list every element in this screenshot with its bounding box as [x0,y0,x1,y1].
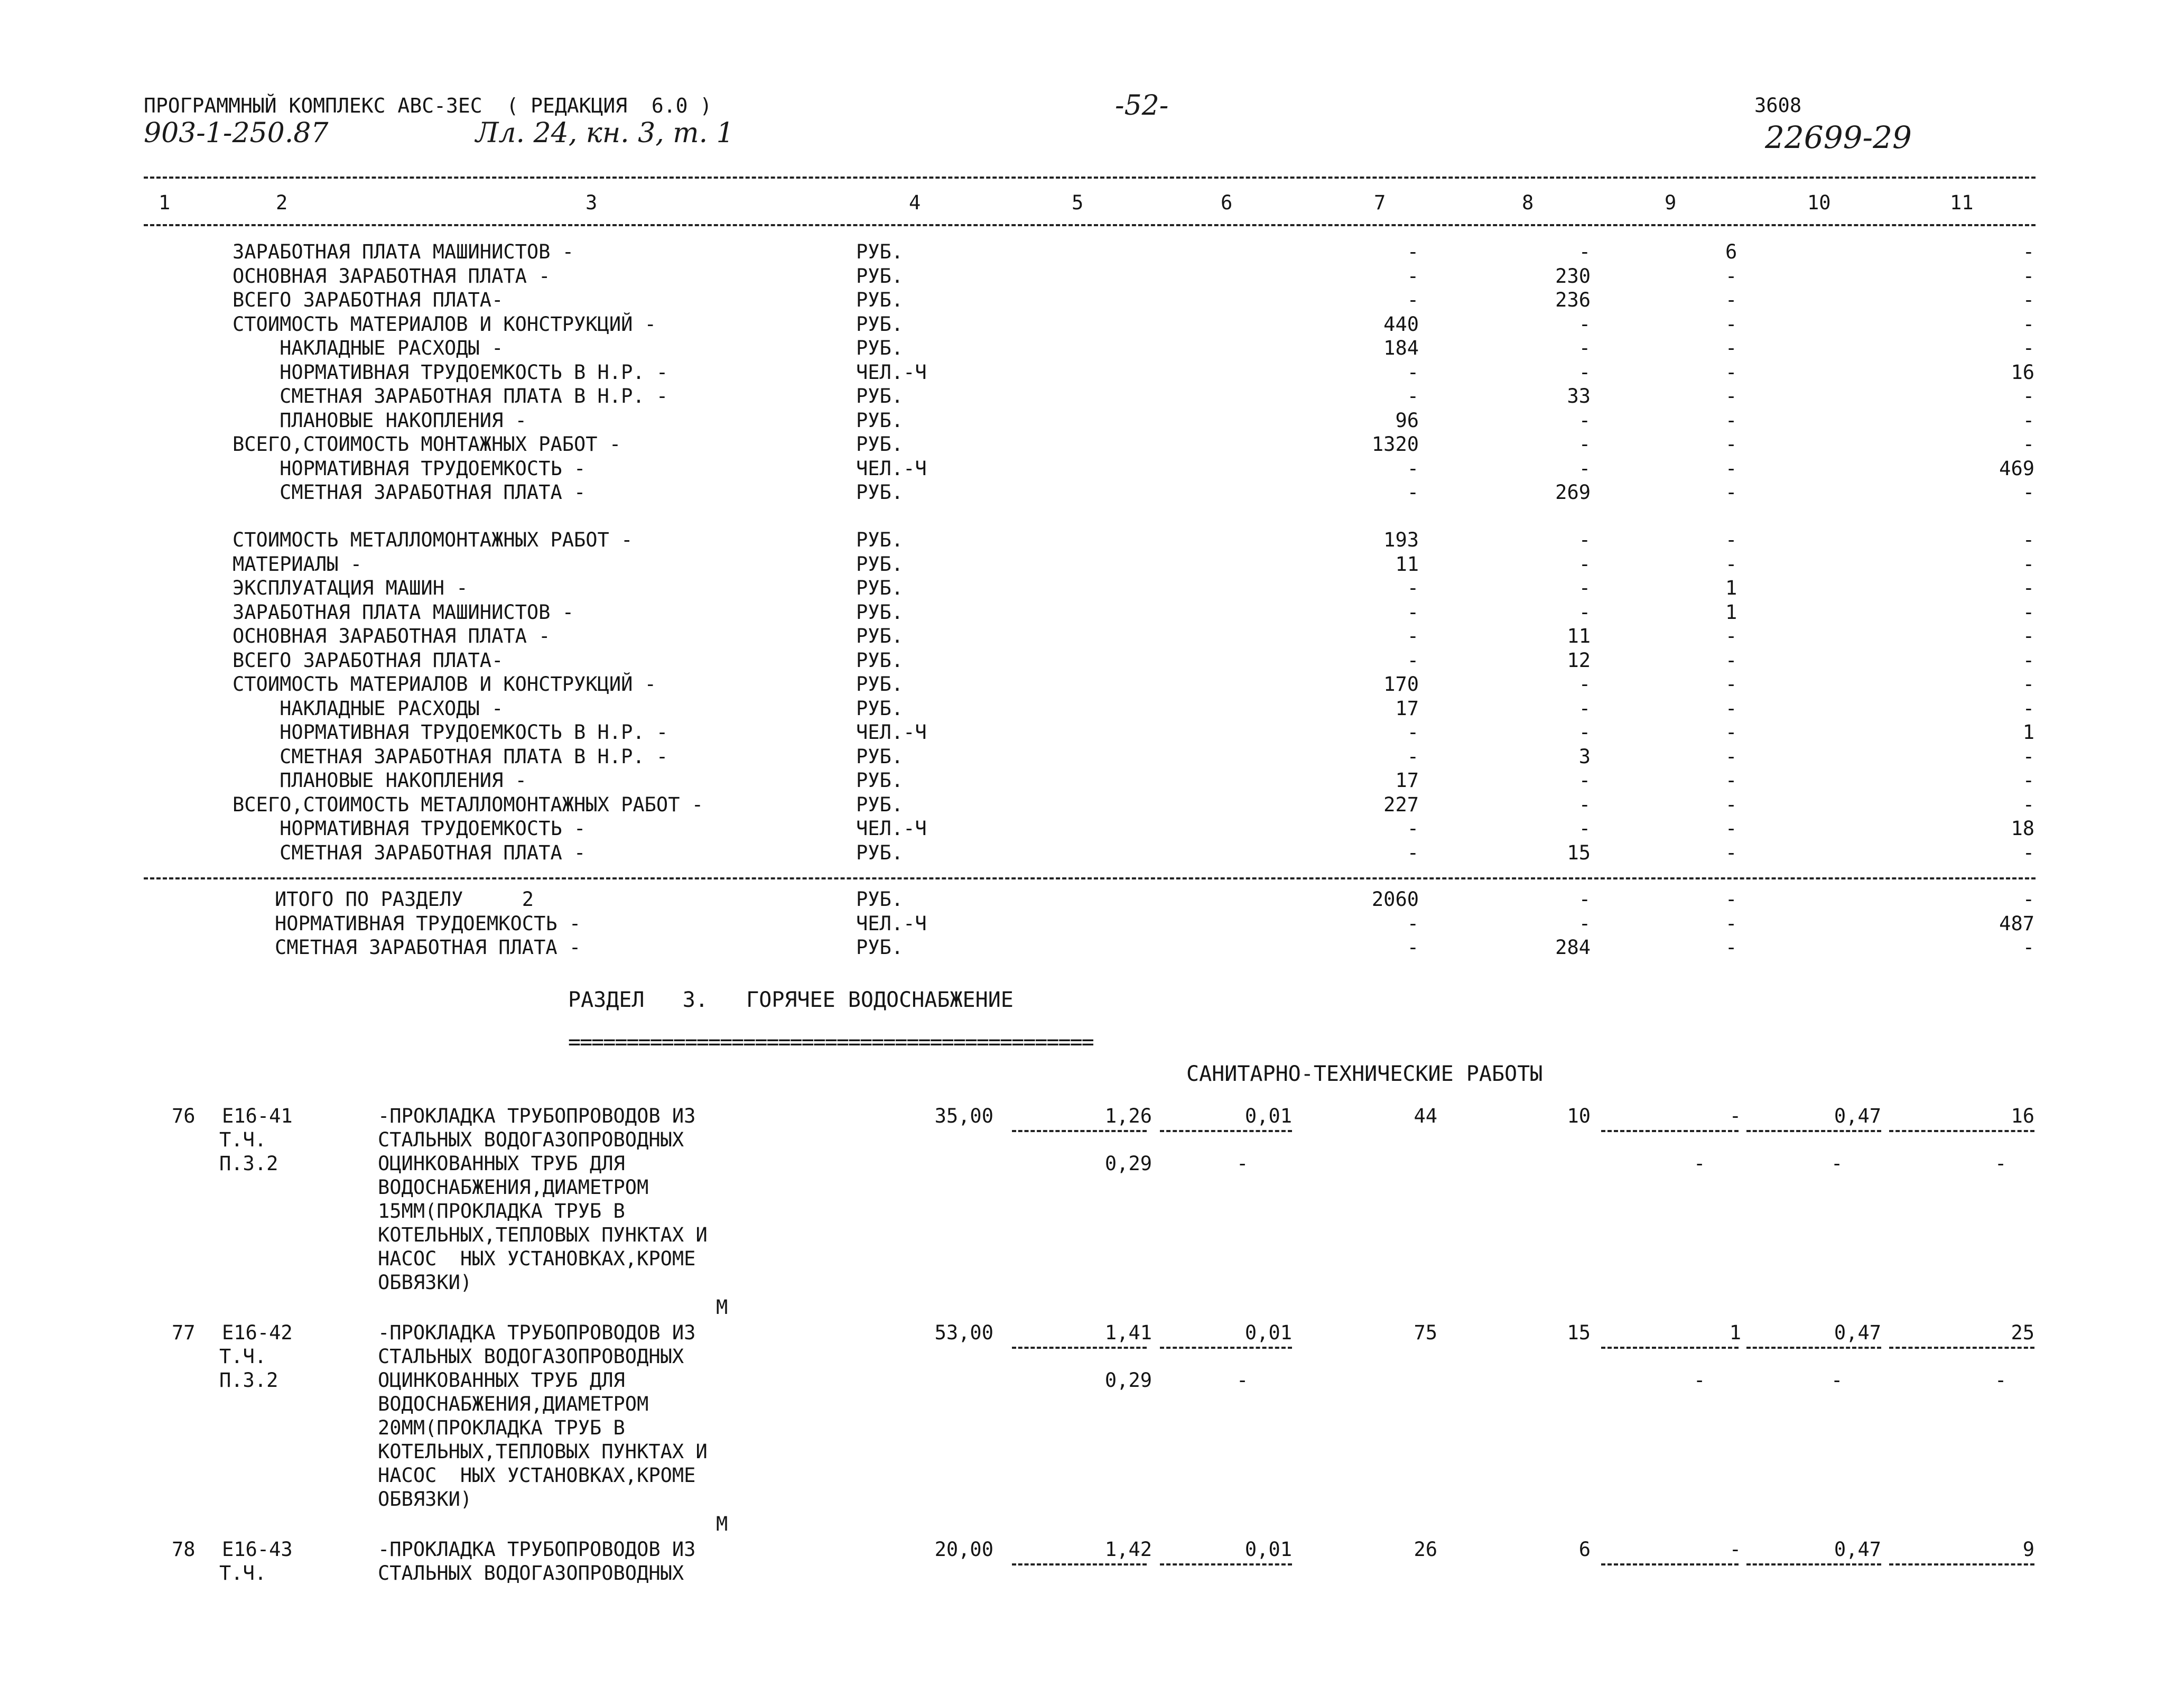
row-unit: ЧЕЛ.-Ч [856,817,927,840]
row-col9: - [1725,769,1737,792]
col6-separator [1160,1347,1292,1349]
row-col11: - [2022,264,2034,288]
col-header-3: 3 [586,191,598,214]
item-description: 20ММ(ПРОКЛАДКА ТРУБ В [378,1416,625,1439]
row-unit: РУБ. [856,289,904,311]
document-code: 3608 [1754,94,1802,117]
col-header-6: 6 [1221,191,1233,214]
row-col7: - [1407,481,1419,504]
col6-separator [1160,1130,1292,1132]
row-unit: РУБ. [856,673,904,696]
item-col10-sub: - [1831,1369,1843,1392]
item-col5: 1,26 [1104,1105,1152,1127]
work-type-heading: САНИТАРНО-ТЕХНИЧЕСКИЕ РАБОТЫ [1186,1062,1543,1086]
row-col7: 184 [1383,337,1419,359]
row-col9: - [1725,409,1737,432]
row-col8: - [1578,577,1591,599]
col-header-5: 5 [1072,191,1084,214]
col-header-2: 2 [276,191,288,214]
item-number: 78 [172,1538,196,1561]
row-label: МАТЕРИАЛЫ - [233,552,363,576]
row-col9: - [1725,312,1737,336]
row-col9: - [1725,697,1737,720]
item-col10-sub: - [1831,1152,1843,1175]
row-col11: 16 [2011,360,2034,384]
col10-separator [1746,1563,1881,1565]
row-col8: - [1578,457,1591,480]
item-col6-sub: - [1237,1369,1249,1392]
row-col11: - [2022,745,2034,768]
row-unit: РУБ. [856,577,904,599]
row-col7: - [1407,817,1419,840]
row-col8: 230 [1555,264,1591,288]
row-unit: РУБ. [856,337,904,359]
row-col11: - [2022,769,2034,792]
item-description: 15ММ(ПРОКЛАДКА ТРУБ В [378,1200,625,1222]
col-header-11: 11 [1950,191,1974,214]
row-col8: - [1578,769,1591,792]
row-unit: ЧЕЛ.-Ч [856,360,927,384]
col5-separator [1012,1130,1147,1132]
item-col9-sub: - [1694,1369,1706,1392]
row-col7: - [1407,240,1419,263]
row-col7: 17 [1395,697,1419,720]
row-col11: - [2022,481,2034,504]
row-col8: 284 [1555,936,1591,959]
row-col7: - [1407,457,1419,480]
row-unit: РУБ. [856,409,904,432]
row-col11: - [2022,337,2034,359]
row-label: НОРМАТИВНАЯ ТРУДОЕМКОСТЬ В Н.Р. - [233,360,668,384]
row-col8: - [1578,888,1591,911]
row-col7: - [1407,264,1419,288]
row-col7: - [1407,721,1419,744]
item-unit: М [716,1513,728,1535]
row-col8: - [1578,600,1591,624]
item-description: ОБВЯЗКИ) [378,1271,472,1294]
section-title: РАЗДЕЛ 3. ГОРЯЧЕЕ ВОДОСНАБЖЕНИЕ [568,988,1014,1012]
item-col10: 0,47 [1834,1538,1881,1561]
row-unit: РУБ. [856,385,904,407]
row-unit: РУБ. [856,697,904,720]
row-col7: - [1407,912,1419,935]
row-unit: ЧЕЛ.-Ч [856,912,927,935]
row-unit: РУБ. [856,888,904,911]
row-unit: РУБ. [856,600,904,624]
row-col7: 1320 [1371,433,1419,456]
item-col5-sub: 0,29 [1104,1152,1152,1175]
row-label: СМЕТНАЯ ЗАРАБОТНАЯ ПЛАТА В Н.Р. - [233,745,668,768]
item-code: П.3.2 [219,1152,278,1175]
item-col7: 44 [1414,1105,1437,1127]
item-code: Т.Ч. [219,1345,267,1368]
item-col4: 20,00 [934,1538,993,1561]
item-description: НАСОС НЫХ УСТАНОВКАХ,КРОМЕ [378,1464,696,1487]
row-col9: - [1725,433,1737,456]
item-col11: 16 [2011,1105,2034,1127]
row-label: ОСНОВНАЯ ЗАРАБОТНАЯ ПЛАТА - [233,264,551,288]
row-col11: - [2022,649,2034,672]
row-col7: - [1407,600,1419,624]
row-col11: - [2022,552,2034,576]
row-col7: - [1407,577,1419,599]
item-description: ОЦИНКОВАННЫХ ТРУБ ДЛЯ [378,1152,625,1175]
row-label: НАКЛАДНЫЕ РАСХОДЫ - [233,697,504,720]
item-description: НАСОС НЫХ УСТАНОВКАХ,КРОМЕ [378,1247,696,1270]
row-col7: - [1407,385,1419,407]
item-col5: 1,42 [1104,1538,1152,1561]
row-col9: - [1725,673,1737,696]
item-col9: - [1729,1538,1741,1561]
row-col7: - [1407,289,1419,311]
col-header-1: 1 [159,191,171,214]
row-col7: - [1407,360,1419,384]
row-label: ВСЕГО,СТОИМОСТЬ МОНТАЖНЫХ РАБОТ - [233,433,621,456]
row-unit: РУБ. [856,841,904,864]
row-col7: 227 [1383,793,1419,816]
row-col9: - [1725,360,1737,384]
row-col11: - [2022,936,2034,959]
row-col9: - [1725,385,1737,407]
row-col9: - [1725,552,1737,576]
row-col8: - [1578,721,1591,744]
item-code: Е16-41 [222,1105,293,1127]
col11-separator [1889,1347,2034,1349]
totals-rule [144,877,2036,879]
item-col8: 15 [1567,1321,1591,1344]
row-unit: ЧЕЛ.-Ч [856,721,927,744]
row-col7: - [1407,625,1419,647]
item-col7: 75 [1414,1321,1437,1344]
item-description: СТАЛЬНЫХ ВОДОГАЗОПРОВОДНЫХ [378,1128,684,1151]
col-header-8: 8 [1522,191,1534,214]
item-col10: 0,47 [1834,1321,1881,1344]
col6-separator [1160,1563,1292,1565]
row-label: ВСЕГО,СТОИМОСТЬ МЕТАЛЛОМОНТАЖНЫХ РАБОТ - [233,793,704,816]
row-col8: 269 [1555,481,1591,504]
item-col9: 1 [1729,1321,1741,1344]
item-col11-sub: - [1995,1152,2007,1175]
item-col4: 35,00 [934,1105,993,1127]
item-code: П.3.2 [219,1369,278,1392]
document-number-handwritten: 22699-29 [1765,119,1912,155]
item-col4: 53,00 [934,1321,993,1344]
row-col7: 11 [1395,552,1419,576]
row-col8: - [1578,337,1591,359]
col9-separator [1601,1347,1739,1349]
item-col9-sub: - [1694,1152,1706,1175]
item-code: Е16-42 [222,1321,293,1344]
row-col7: - [1407,936,1419,959]
row-label: НОРМАТИВНАЯ ТРУДОЕМКОСТЬ В Н.Р. - [233,721,668,744]
row-unit: РУБ. [856,481,904,504]
col10-separator [1746,1130,1881,1132]
item-code: Т.Ч. [219,1562,267,1585]
item-description: -ПРОКЛАДКА ТРУБОПРОВОДОВ ИЗ [378,1321,696,1344]
item-col11: 9 [2022,1538,2034,1561]
row-col11: - [2022,888,2034,911]
row-col8: 15 [1567,841,1591,864]
row-label: ЭКСПЛУАТАЦИЯ МАШИН - [233,577,468,599]
item-description: КОТЕЛЬНЫХ,ТЕПЛОВЫХ ПУНКТАХ И [378,1224,708,1246]
row-col9: - [1725,888,1737,911]
row-col11: - [2022,312,2034,336]
item-col5-sub: 0,29 [1104,1369,1152,1392]
row-col7: - [1407,649,1419,672]
row-col9: - [1725,625,1737,647]
item-col10: 0,47 [1834,1105,1881,1127]
row-col7: 17 [1395,769,1419,792]
row-col11: - [2022,577,2034,599]
row-col8: - [1578,360,1591,384]
col-header-9: 9 [1665,191,1677,214]
item-description: КОТЕЛЬНЫХ,ТЕПЛОВЫХ ПУНКТАХ И [378,1440,708,1463]
row-col9: - [1725,289,1737,311]
item-code: Е16-43 [222,1538,293,1561]
row-col8: - [1578,673,1591,696]
row-col9: - [1725,337,1737,359]
row-col7: 96 [1395,409,1419,432]
row-label: ЗАРАБОТНАЯ ПЛАТА МАШИНИСТОВ - [233,240,574,263]
item-col6: 0,01 [1244,1538,1292,1561]
row-unit: РУБ. [856,745,904,768]
row-col8: - [1578,793,1591,816]
row-col8: - [1578,912,1591,935]
row-label: СТОИМОСТЬ МЕТАЛЛОМОНТАЖНЫХ РАБОТ - [233,529,633,551]
item-description: -ПРОКЛАДКА ТРУБОПРОВОДОВ ИЗ [378,1538,696,1561]
item-col5: 1,41 [1104,1321,1152,1344]
row-label: ИТОГО ПО РАЗДЕЛУ 2 [275,888,534,911]
row-col9: 1 [1725,577,1737,599]
row-col8: 3 [1578,745,1591,768]
item-description: СТАЛЬНЫХ ВОДОГАЗОПРОВОДНЫХ [378,1345,684,1368]
row-unit: РУБ. [856,936,904,959]
item-description: ВОДОСНАБЖЕНИЯ,ДИАМЕТРОМ [378,1393,649,1415]
row-col9: - [1725,936,1737,959]
sheet-reference-handwritten: Лл. 24, кн. 3, т. 1 [476,117,734,149]
col5-separator [1012,1563,1147,1565]
row-col11: - [2022,240,2034,263]
page-number: -52- [1115,90,1169,122]
row-col9: - [1725,912,1737,935]
row-col11: - [2022,385,2034,407]
row-unit: РУБ. [856,312,904,336]
row-col9: - [1725,745,1737,768]
row-col8: - [1578,312,1591,336]
row-label: ВСЕГО ЗАРАБОТНАЯ ПЛАТА- [233,649,504,672]
row-label: ВСЕГО ЗАРАБОТНАЯ ПЛАТА- [233,289,504,311]
row-col9: - [1725,529,1737,551]
row-col11: - [2022,289,2034,311]
item-number: 76 [172,1105,196,1127]
item-unit: М [716,1296,728,1319]
item-col6: 0,01 [1244,1105,1292,1127]
item-description: ОБВЯЗКИ) [378,1488,472,1511]
row-unit: РУБ. [856,264,904,288]
section-underline: ============================================= [568,1030,1093,1054]
row-col7: 440 [1383,312,1419,336]
row-label: ПЛАНОВЫЕ НАКОПЛЕНИЯ - [233,769,527,792]
col9-separator [1601,1563,1739,1565]
row-col8: 33 [1567,385,1591,407]
row-col11: - [2022,433,2034,456]
row-col7: 2060 [1371,888,1419,911]
row-col11: - [2022,600,2034,624]
header-top-rule [144,177,2036,179]
row-col9: 6 [1725,240,1737,263]
row-col11: 18 [2011,817,2034,840]
item-col11: 25 [2011,1321,2034,1344]
row-col8: - [1578,697,1591,720]
row-col8: - [1578,552,1591,576]
row-label: ЗАРАБОТНАЯ ПЛАТА МАШИНИСТОВ - [233,600,574,624]
item-col8: 10 [1567,1105,1591,1127]
item-col8: 6 [1578,1538,1591,1561]
row-col8: - [1578,433,1591,456]
row-unit: РУБ. [856,433,904,456]
item-col9: - [1729,1105,1741,1127]
row-label: СМЕТНАЯ ЗАРАБОТНАЯ ПЛАТА В Н.Р. - [233,385,668,407]
col-header-4: 4 [909,191,921,214]
row-col8: - [1578,817,1591,840]
row-col8: - [1578,409,1591,432]
row-label: НОРМАТИВНАЯ ТРУДОЕМКОСТЬ - [275,912,581,935]
row-col8: 11 [1567,625,1591,647]
row-col8: - [1578,240,1591,263]
row-unit: РУБ. [856,529,904,551]
row-col8: 236 [1555,289,1591,311]
row-unit: РУБ. [856,625,904,647]
col-header-10: 10 [1807,191,1831,214]
row-unit: РУБ. [856,552,904,576]
col10-separator [1746,1347,1881,1349]
col5-separator [1012,1347,1147,1349]
row-col9: - [1725,264,1737,288]
row-label: НОРМАТИВНАЯ ТРУДОЕМКОСТЬ - [233,817,586,840]
row-unit: РУБ. [856,769,904,792]
row-label: СТОИМОСТЬ МАТЕРИАЛОВ И КОНСТРУКЦИЙ - [233,673,656,696]
row-unit: РУБ. [856,793,904,816]
item-description: СТАЛЬНЫХ ВОДОГАЗОПРОВОДНЫХ [378,1562,684,1585]
header-bottom-rule [144,224,2036,226]
col11-separator [1889,1130,2034,1132]
row-label: СМЕТНАЯ ЗАРАБОТНАЯ ПЛАТА - [275,936,581,959]
row-label: СМЕТНАЯ ЗАРАБОТНАЯ ПЛАТА - [233,841,586,864]
item-code: Т.Ч. [219,1128,267,1151]
row-col8: - [1578,529,1591,551]
row-col7: 170 [1383,673,1419,696]
row-col11: - [2022,625,2034,647]
row-col11: - [2022,793,2034,816]
program-title: ПРОГРАММНЫЙ КОМПЛЕКС АВС-ЗЕС ( РЕДАКЦИЯ 6.0 ) [144,94,712,117]
row-col9: - [1725,817,1737,840]
row-col11: 1 [2022,721,2034,744]
col11-separator [1889,1563,2034,1565]
row-unit: ЧЕЛ.-Ч [856,457,927,480]
row-label: НАКЛАДНЫЕ РАСХОДЫ - [233,337,504,359]
project-number-handwritten: 903-1-250.87 [144,117,329,149]
row-col9: 1 [1725,600,1737,624]
row-col7: - [1407,745,1419,768]
col9-separator [1601,1130,1739,1132]
row-col11: - [2022,841,2034,864]
row-col9: - [1725,721,1737,744]
item-description: ОЦИНКОВАННЫХ ТРУБ ДЛЯ [378,1369,625,1392]
row-col11: - [2022,697,2034,720]
row-col11: - [2022,673,2034,696]
item-col7: 26 [1414,1538,1437,1561]
row-col11: - [2022,409,2034,432]
item-col11-sub: - [1995,1369,2007,1392]
row-col11: 469 [1999,457,2034,480]
item-description: -ПРОКЛАДКА ТРУБОПРОВОДОВ ИЗ [378,1105,696,1127]
row-col9: - [1725,841,1737,864]
row-label: ОСНОВНАЯ ЗАРАБОТНАЯ ПЛАТА - [233,625,551,647]
item-description: ВОДОСНАБЖЕНИЯ,ДИАМЕТРОМ [378,1176,649,1199]
row-col7: - [1407,841,1419,864]
item-col6: 0,01 [1244,1321,1292,1344]
row-col11: 487 [1999,912,2034,935]
row-col11: - [2022,529,2034,551]
row-unit: РУБ. [856,240,904,263]
col-header-7: 7 [1374,191,1386,214]
row-col9: - [1725,793,1737,816]
row-col7: 193 [1383,529,1419,551]
item-number: 77 [172,1321,196,1344]
item-col6-sub: - [1237,1152,1249,1175]
row-label: НОРМАТИВНАЯ ТРУДОЕМКОСТЬ - [233,457,586,480]
row-col9: - [1725,649,1737,672]
row-col9: - [1725,457,1737,480]
row-label: СМЕТНАЯ ЗАРАБОТНАЯ ПЛАТА - [233,481,586,504]
row-col8: 12 [1567,649,1591,672]
row-label: СТОИМОСТЬ МАТЕРИАЛОВ И КОНСТРУКЦИЙ - [233,312,656,336]
row-col9: - [1725,481,1737,504]
row-label: ПЛАНОВЫЕ НАКОПЛЕНИЯ - [233,409,527,432]
row-unit: РУБ. [856,649,904,672]
